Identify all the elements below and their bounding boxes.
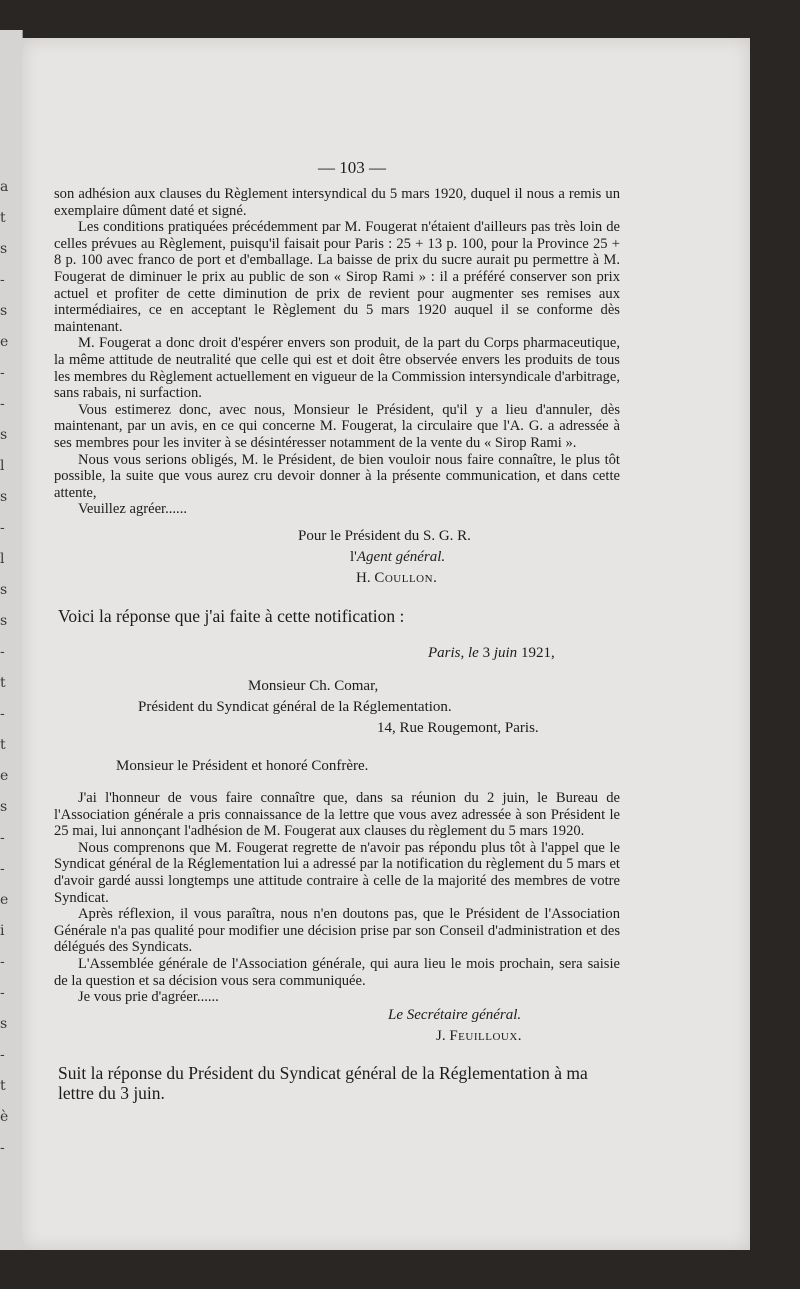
dateline-month: juin: [493, 645, 518, 661]
left-page-fragment: e: [0, 892, 9, 908]
left-page-fragment: t: [0, 1078, 6, 1094]
letter-body-2: [54, 790, 620, 1006]
paragraph: Vous estimerez donc, avec nous, Monsieur le Président, qu'il y a lieu d'annuler, dès maintenant, par un avis, en ce qui concerne M. Fougerat, la circulaire que l'A. G. a adressée à ses membres pour les inviter à se désintéresser notamment de la vente du « Sirop Rami ».: [54, 401, 620, 451]
address-line-3: 14, Rue Rougemont, Paris.: [377, 720, 539, 736]
signature-1-line2: [350, 549, 445, 566]
paragraph: Après réflexion, il vous paraîtra, nous n'en doutons pas, que le Président de l'Association Générale n'a pas qualité pour modifier une décision prise par son Conseil d'administration et des délégués des Syndicats.: [54, 906, 620, 956]
left-page-fragment: l: [0, 551, 5, 567]
left-page-fragment: i: [0, 923, 5, 939]
dateline-place: Paris, le: [428, 645, 479, 661]
left-page-fragment: -: [0, 272, 5, 288]
left-page-fragment: l: [0, 458, 5, 474]
signature-1-name: [356, 570, 437, 587]
left-page-fragment: s: [0, 582, 8, 598]
left-page-fragment: t: [0, 675, 6, 691]
paragraph: Je vous prie d'agréer......: [78, 989, 219, 1006]
left-page-fragment: -: [0, 644, 5, 660]
paragraph: Nous vous serions obligés, M. le Président, de bien vouloir nous faire connaître, le plus tôt possible, la suite que vous aurez cru devoir donner à la présente communication, et dans cette attente,: [54, 451, 620, 501]
address-line-1: Monsieur Ch. Comar,: [248, 678, 379, 694]
signature-2-surname: Feuilloux.: [449, 1028, 523, 1044]
left-page-fragment: e: [0, 768, 9, 784]
signature-2-title-text: Le Secrétaire général.: [388, 1007, 522, 1023]
section-heading-2: Suit la réponse du Président du Syndicat général de la Réglementation à ma lettre du 3 juin.: [58, 1063, 588, 1103]
signature-1-initial: H.: [356, 570, 371, 586]
left-page-fragment: s: [0, 489, 8, 505]
paragraph: M. Fougerat a donc droit d'espérer envers son produit, de la part du Corps pharmaceutique, la même attitude de neutralité que celle qui est et doit être observée envers les produits de tous les membres du Règlement actuellement en vigueur de la Commission intersyndicale d'arbitrage, sans rabais, ni surfaction.: [54, 335, 620, 402]
signature-2-name: [436, 1028, 522, 1045]
paragraph: Nous comprenons que M. Fougerat regrette de n'avoir pas répondu plus tôt à l'appel que le Syndicat général de la Réglementation lui a adressé par la notification du règlement du 5 mars et d'avoir gardé aussi longtemps une attitude contraire à celle de la majorité des membres de votre Syndicat.: [54, 839, 620, 906]
paragraph: son adhésion aux clauses du Règlement intersyndical du 5 mars 1920, duquel il nous a remis un exemplaire dûment daté et signé.: [54, 186, 620, 219]
paragraph: Les conditions pratiquées précédemment par M. Fougerat n'étaient d'ailleurs pas très loin de celles prévues au Règlement, puisqu'il faisait pour Paris : 25 + 13 p. 100, pour la Province 25 + 8 p. 100 avec franco de port et d'emballage. La baisse de prix du sucre aurait pu permettre à M. Fougerat de diminuer le prix au public de son « Sirop Rami » : il a préféré conserver son prix actuel et profiter de cette diminution de prix de revient pour augmenter ses remises aux intermédiaires, ce en acceptant le Règlement du 5 mars 1920 auquel il se conforme dès maintenant.: [54, 219, 620, 335]
left-page-fragment: -: [0, 985, 5, 1001]
signature-1-line1: Pour le Président du S. G. R.: [298, 528, 471, 544]
left-page-fragment: -: [0, 954, 5, 970]
letter-body-1: [54, 186, 620, 518]
signature-1-surname: Coullon.: [374, 570, 438, 586]
paragraph: L'Assemblée générale de l'Association générale, qui aura lieu le mois prochain, sera saisie de la question et sa décision vous sera communiquée.: [54, 955, 620, 989]
left-page-fragment: s: [0, 241, 8, 257]
left-page-fragment: -: [0, 830, 5, 846]
salutation: Monsieur le Président et honoré Confrère.: [116, 758, 369, 774]
left-page-fragment: -: [0, 396, 5, 412]
section-heading-1: Voici la réponse que j'ai faite à cette notification :: [58, 606, 405, 626]
signature-2-title: [388, 1007, 521, 1024]
left-page-fragment: s: [0, 613, 8, 629]
left-page-fragment: a: [0, 179, 9, 195]
left-page-fragment: -: [0, 861, 5, 877]
dateline-year: 1921,: [520, 645, 555, 661]
adjacent-page-edge: [0, 30, 23, 1250]
left-page-fragment: -: [0, 706, 5, 722]
document-page: [22, 38, 750, 1250]
signature-1-prefix: l': [350, 549, 357, 565]
left-page-fragment: t: [0, 210, 6, 226]
left-page-fragment: s: [0, 1016, 8, 1032]
left-page-fragment: -: [0, 1140, 5, 1156]
paragraph: J'ai l'honneur de vous faire connaître que, dans sa réunion du 2 juin, le Bureau de l'Association générale a pris connaissance de la lettre que vous avez adressée à son Président le 25 mai, lui annonçant l'adhésion de M. Fougerat aux clauses du règlement du 5 mars 1920.: [54, 790, 620, 840]
signature-2-initial: J.: [436, 1028, 446, 1044]
left-page-fragment: -: [0, 365, 5, 381]
left-page-fragment: t: [0, 737, 6, 753]
left-page-fragment: e: [0, 334, 9, 350]
page-number: — 103 —: [318, 158, 386, 177]
dateline: [428, 645, 555, 662]
left-page-fragment: -: [0, 1047, 5, 1063]
left-page-fragment: s: [0, 303, 8, 319]
left-page-fragment: è: [0, 1109, 9, 1125]
address-line-2: Président du Syndicat général de la Réglementation.: [138, 699, 452, 715]
signature-1-title: Agent général.: [356, 549, 446, 565]
left-page-fragment: s: [0, 799, 8, 815]
left-page-fragment: -: [0, 520, 5, 536]
left-page-fragment: s: [0, 427, 8, 443]
dateline-day: 3: [482, 645, 491, 661]
paragraph: Veuillez agréer......: [78, 501, 187, 518]
